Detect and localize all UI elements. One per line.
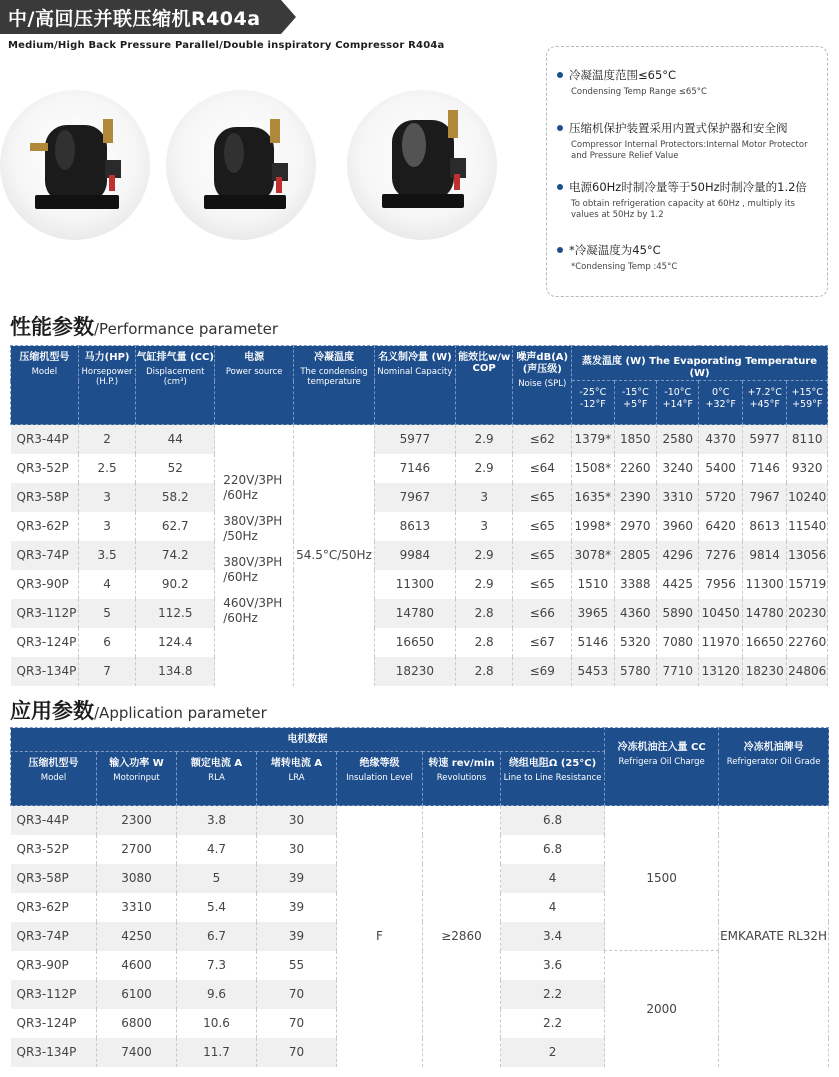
cell-model: QR3-44P	[11, 425, 79, 454]
cell-evap: 2805	[614, 541, 656, 570]
cell-noise: ≤69	[513, 657, 572, 686]
cell-lra: 39	[257, 864, 337, 893]
cell-displacement: 112.5	[136, 599, 215, 628]
col-rla: 额定电流 A RLA	[177, 752, 257, 806]
title-banner	[0, 0, 296, 34]
cell-displacement: 62.7	[136, 512, 215, 541]
cell-noise: ≤64	[513, 454, 572, 483]
cell-displacement: 90.2	[136, 570, 215, 599]
col-model: 压缩机型号 Model	[11, 346, 79, 425]
col-power: 电源 Power source	[215, 346, 294, 425]
cell-model: QR3-58P	[11, 483, 79, 512]
col-resistance: 绕组电阻Ω (25°C) Line to Line Resistance	[501, 752, 605, 806]
col-cop: 能效比w/w COP	[455, 346, 513, 425]
cell-evap: 1850	[614, 425, 656, 454]
cell-motor-input: 6100	[97, 980, 177, 1009]
cell-model: QR3-44P	[11, 806, 97, 835]
cell-evap: 15719	[787, 570, 828, 599]
col-evap-1: -25°C -12°F	[572, 381, 614, 425]
feature-text-en: Condensing Temp Range ≤65°C	[571, 87, 707, 97]
section-title-en: /Application parameter	[94, 704, 267, 722]
cell-condensing: 54.5°C/50Hz	[294, 425, 375, 686]
col-model: 压缩机型号 Model	[11, 752, 97, 806]
cell-rla: 7.3	[177, 951, 257, 980]
col-evap-3: -10°C +14°F	[657, 381, 699, 425]
cell-model: QR3-74P	[11, 922, 97, 951]
cell-evap: 24806	[787, 657, 828, 686]
col-revolutions: 转速 rev/min Revolutions	[423, 752, 501, 806]
cell-capacity: 7967	[374, 483, 455, 512]
cell-noise: ≤65	[513, 541, 572, 570]
cell-power-source	[215, 425, 294, 686]
cell-rla: 6.7	[177, 922, 257, 951]
cell-rla: 5.4	[177, 893, 257, 922]
cell-lra: 55	[257, 951, 337, 980]
cell-evap: 7146	[742, 454, 786, 483]
cell-evap: 2390	[614, 483, 656, 512]
table-row	[11, 425, 828, 454]
col-evap-5: +7.2°C +45°F	[742, 381, 786, 425]
feature-text-en: Compressor Internal Protectors:Internal Motor Protector and Pressure Relief Value	[571, 140, 808, 161]
feature-item	[557, 120, 822, 162]
cell-evap: 16650	[742, 628, 786, 657]
cell-cop: 3	[455, 512, 513, 541]
compressor-image	[192, 105, 302, 220]
feature-text-en: To obtain refrigeration capacity at 60Hz , multiply its values at 50Hz by 1.2	[571, 199, 795, 220]
cell-evap: 10450	[699, 599, 742, 628]
cell-resistance: 6.8	[501, 835, 605, 864]
cell-rla: 5	[177, 864, 257, 893]
cell-noise: ≤67	[513, 628, 572, 657]
bullet-icon	[557, 184, 563, 190]
cell-evap: 3388	[614, 570, 656, 599]
cell-cop: 2.9	[455, 454, 513, 483]
cell-evap: 13120	[699, 657, 742, 686]
feature-item	[557, 67, 822, 98]
cell-evap: 1379*	[572, 425, 614, 454]
bullet-icon	[557, 72, 563, 78]
cell-hp: 3	[78, 512, 136, 541]
col-evap-4: 0°C +32°F	[699, 381, 742, 425]
cell-capacity: 5977	[374, 425, 455, 454]
cell-evap: 4370	[699, 425, 742, 454]
cell-displacement: 124.4	[136, 628, 215, 657]
page-title: 中/高回压并联压缩机R404a	[8, 8, 261, 30]
cell-hp: 2	[78, 425, 136, 454]
cell-rla: 3.8	[177, 806, 257, 835]
performance-section-title	[10, 311, 278, 341]
cell-cop: 2.8	[455, 657, 513, 686]
cell-evap: 9320	[787, 454, 828, 483]
col-insulation: 绝缘等级 Insulation Level	[337, 752, 423, 806]
cell-model: QR3-134P	[11, 1038, 97, 1067]
col-condensing: 冷凝温度 The condensing temperature	[294, 346, 375, 425]
table-row	[11, 599, 828, 628]
cell-resistance: 3.6	[501, 951, 605, 980]
cell-cop: 3	[455, 483, 513, 512]
cell-evap: 2260	[614, 454, 656, 483]
cell-capacity: 11300	[374, 570, 455, 599]
power-line: 460V/3PH /60Hz	[223, 596, 283, 626]
cell-lra: 30	[257, 835, 337, 864]
cell-evap: 11970	[699, 628, 742, 657]
cell-cop: 2.9	[455, 570, 513, 599]
cell-cop: 2.9	[455, 425, 513, 454]
cell-evap: 1998*	[572, 512, 614, 541]
cell-rla: 9.6	[177, 980, 257, 1009]
section-title-en: /Performance parameter	[94, 320, 279, 338]
power-line: 220V/3PH /60Hz	[223, 473, 283, 503]
col-oil-grade: 冷冻机油牌号 Refrigerator Oil Grade	[719, 728, 829, 806]
power-line: 380V/3PH /50Hz	[223, 514, 283, 544]
cell-evap: 4360	[614, 599, 656, 628]
section-title-cn: 性能参数	[10, 315, 94, 339]
cell-evap: 7276	[699, 541, 742, 570]
cell-model: QR3-124P	[11, 1009, 97, 1038]
cell-noise: ≤66	[513, 599, 572, 628]
cell-resistance: 4	[501, 864, 605, 893]
cell-motor-input: 3310	[97, 893, 177, 922]
cell-evap: 3965	[572, 599, 614, 628]
cell-lra: 39	[257, 922, 337, 951]
cell-hp: 2.5	[78, 454, 136, 483]
cell-resistance: 2.2	[501, 980, 605, 1009]
cell-evap: 1510	[572, 570, 614, 599]
cell-hp: 4	[78, 570, 136, 599]
cell-evap: 5400	[699, 454, 742, 483]
cell-model: QR3-52P	[11, 835, 97, 864]
table-row	[11, 806, 829, 835]
cell-evap: 2970	[614, 512, 656, 541]
cell-evap: 1635*	[572, 483, 614, 512]
col-noise: 噪声dB(A) (声压级) Noise (SPL)	[513, 346, 572, 425]
cell-cop: 2.8	[455, 628, 513, 657]
page-subtitle: Medium/High Back Pressure Parallel/Double inspiratory Compressor R404a	[8, 40, 445, 51]
cell-evap: 6420	[699, 512, 742, 541]
cell-evap: 5780	[614, 657, 656, 686]
cell-model: QR3-62P	[11, 893, 97, 922]
cell-model: QR3-124P	[11, 628, 79, 657]
cell-model: QR3-62P	[11, 512, 79, 541]
cell-cop: 2.9	[455, 541, 513, 570]
cell-evap: 5720	[699, 483, 742, 512]
col-evap-group: 蒸发温度 (W) The Evaporating Temperature (W)	[572, 346, 828, 381]
col-lra: 堵转电流 A LRA	[257, 752, 337, 806]
cell-evap: 8110	[787, 425, 828, 454]
cell-revolutions: ≥2860	[423, 806, 501, 1067]
cell-oil-charge: 2000	[605, 951, 719, 1067]
feature-text-cn: 冷凝温度范围≤65°C	[569, 68, 677, 82]
section-title-cn: 应用参数	[10, 699, 94, 723]
cell-hp: 5	[78, 599, 136, 628]
cell-resistance: 2	[501, 1038, 605, 1067]
col-motor-input: 输入功率 W Motorinput	[97, 752, 177, 806]
cell-lra: 30	[257, 806, 337, 835]
col-displacement: 气缸排气量 (CC) Displacement (cm³)	[136, 346, 215, 425]
cell-model: QR3-134P	[11, 657, 79, 686]
cell-evap: 5977	[742, 425, 786, 454]
cell-evap: 3960	[657, 512, 699, 541]
cell-capacity: 8613	[374, 512, 455, 541]
cell-noise: ≤62	[513, 425, 572, 454]
cell-evap: 10240	[787, 483, 828, 512]
cell-evap: 7080	[657, 628, 699, 657]
cell-model: QR3-74P	[11, 541, 79, 570]
col-evap-2: -15°C +5°F	[614, 381, 656, 425]
feature-text-en: *Condensing Temp :45°C	[571, 262, 678, 272]
cell-rla: 11.7	[177, 1038, 257, 1067]
cell-motor-input: 4600	[97, 951, 177, 980]
cell-displacement: 44	[136, 425, 215, 454]
cell-displacement: 74.2	[136, 541, 215, 570]
cell-evap: 11540	[787, 512, 828, 541]
cell-evap: 7967	[742, 483, 786, 512]
cell-motor-input: 2300	[97, 806, 177, 835]
cell-evap: 1508*	[572, 454, 614, 483]
cell-motor-input: 2700	[97, 835, 177, 864]
cell-hp: 3.5	[78, 541, 136, 570]
cell-model: QR3-90P	[11, 951, 97, 980]
cell-model: QR3-112P	[11, 980, 97, 1009]
motor-data-header: 电机数据	[11, 728, 605, 752]
cell-resistance: 6.8	[501, 806, 605, 835]
cell-noise: ≤65	[513, 512, 572, 541]
cell-motor-input: 6800	[97, 1009, 177, 1038]
cell-evap: 18230	[742, 657, 786, 686]
cell-capacity: 9984	[374, 541, 455, 570]
cell-resistance: 2.2	[501, 1009, 605, 1038]
cell-evap: 7710	[657, 657, 699, 686]
cell-hp: 6	[78, 628, 136, 657]
cell-oil-grade: EMKARATE RL32H	[719, 806, 829, 1067]
cell-evap: 2580	[657, 425, 699, 454]
cell-insulation: F	[337, 806, 423, 1067]
power-line: 380V/3PH /60Hz	[223, 555, 283, 585]
cell-evap: 14780	[742, 599, 786, 628]
bullet-icon	[557, 125, 563, 131]
cell-evap: 5146	[572, 628, 614, 657]
cell-lra: 70	[257, 1038, 337, 1067]
table-row	[11, 657, 828, 686]
col-hp: 马力(HP) Horsepower (H.P.)	[78, 346, 136, 425]
cell-cop: 2.8	[455, 599, 513, 628]
feature-text-cn: 电源60Hz时制冷量等于50Hz时制冷量的1.2倍	[569, 180, 807, 194]
cell-capacity: 14780	[374, 599, 455, 628]
cell-resistance: 3.4	[501, 922, 605, 951]
compressor-image	[368, 100, 478, 220]
cell-hp: 7	[78, 657, 136, 686]
cell-noise: ≤65	[513, 570, 572, 599]
cell-oil-charge: 1500	[605, 806, 719, 951]
cell-evap: 4296	[657, 541, 699, 570]
cell-motor-input: 4250	[97, 922, 177, 951]
feature-text-cn: 压缩机保护装置采用内置式保护器和安全阀	[569, 121, 788, 135]
cell-capacity: 18230	[374, 657, 455, 686]
cell-rla: 10.6	[177, 1009, 257, 1038]
cell-evap: 3078*	[572, 541, 614, 570]
col-capacity: 名义制冷量 (W) Nominal Capacity	[374, 346, 455, 425]
cell-hp: 3	[78, 483, 136, 512]
table-row	[11, 454, 828, 483]
col-oil-charge: 冷冻机油注入量 CC Refrigera Oil Charge	[605, 728, 719, 806]
cell-model: QR3-58P	[11, 864, 97, 893]
cell-motor-input: 7400	[97, 1038, 177, 1067]
cell-resistance: 4	[501, 893, 605, 922]
cell-capacity: 7146	[374, 454, 455, 483]
cell-evap: 9814	[742, 541, 786, 570]
cell-lra: 39	[257, 893, 337, 922]
cell-model: QR3-112P	[11, 599, 79, 628]
cell-lra: 70	[257, 980, 337, 1009]
cell-evap: 11300	[742, 570, 786, 599]
feature-item	[557, 242, 822, 273]
cell-displacement: 52	[136, 454, 215, 483]
application-section-title	[10, 695, 267, 725]
col-evap-6: +15°C +59°F	[787, 381, 828, 425]
table-row	[11, 512, 828, 541]
cell-evap: 5453	[572, 657, 614, 686]
cell-evap: 7956	[699, 570, 742, 599]
cell-evap: 4425	[657, 570, 699, 599]
cell-rla: 4.7	[177, 835, 257, 864]
cell-evap: 13056	[787, 541, 828, 570]
cell-evap: 5890	[657, 599, 699, 628]
table-row	[11, 483, 828, 512]
application-table	[10, 727, 829, 1067]
cell-displacement: 134.8	[136, 657, 215, 686]
cell-evap: 3240	[657, 454, 699, 483]
cell-evap: 5320	[614, 628, 656, 657]
features-card	[546, 46, 828, 297]
cell-model: QR3-90P	[11, 570, 79, 599]
table-row	[11, 570, 828, 599]
cell-evap: 8613	[742, 512, 786, 541]
table-row	[11, 628, 828, 657]
bullet-icon	[557, 247, 563, 253]
cell-noise: ≤65	[513, 483, 572, 512]
cell-capacity: 16650	[374, 628, 455, 657]
cell-motor-input: 3080	[97, 864, 177, 893]
cell-lra: 70	[257, 1009, 337, 1038]
cell-evap: 3310	[657, 483, 699, 512]
compressor-image	[25, 105, 135, 220]
feature-item	[557, 179, 822, 221]
feature-text-cn: *冷凝温度为45°C	[569, 243, 661, 257]
table-row	[11, 541, 828, 570]
performance-table	[10, 345, 828, 686]
cell-evap: 22760	[787, 628, 828, 657]
cell-displacement: 58.2	[136, 483, 215, 512]
cell-evap: 20230	[787, 599, 828, 628]
cell-model: QR3-52P	[11, 454, 79, 483]
